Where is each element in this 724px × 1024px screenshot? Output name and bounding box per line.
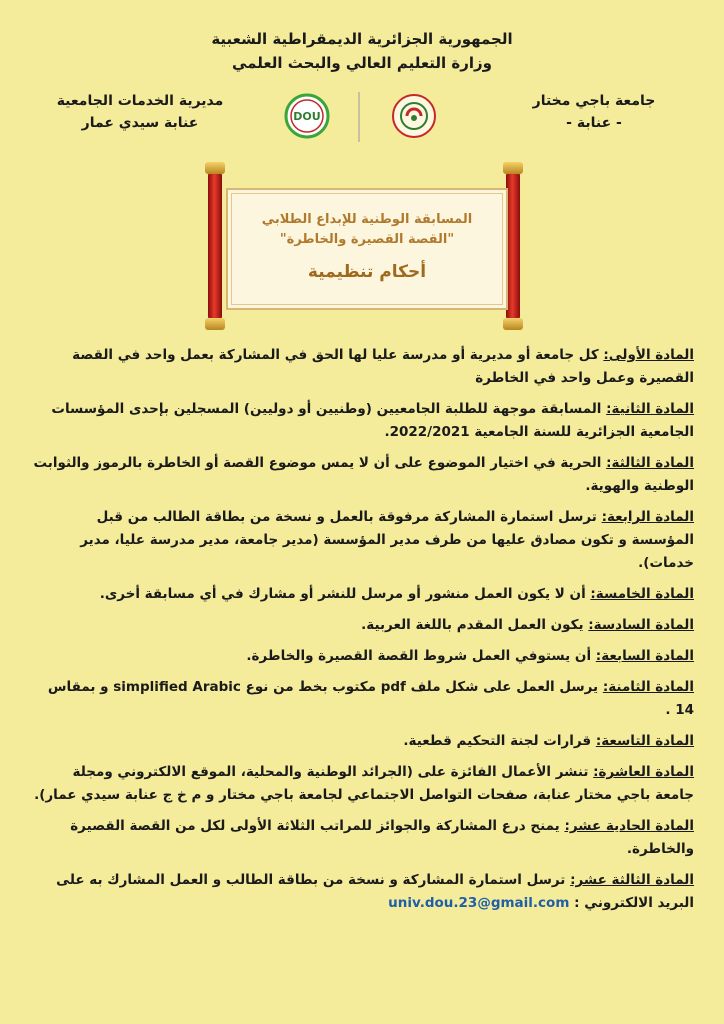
article-item xyxy=(30,506,694,575)
dou-logo-icon xyxy=(278,92,336,140)
article-label: المادة الثالثة عشر: xyxy=(570,872,694,888)
competition-title: المسابقة الوطنية للإبداع الطلابي xyxy=(261,212,473,227)
article-text: المسابقة موجهة للطلبة الجامعيين (وطنيين أو دوليين) المسجلين بإحدى المؤسسات الجامعية الجزائرية للسنة الجامعية 2022/2021. xyxy=(51,401,694,440)
directorate-name: مديرية الخدمات الجامعية xyxy=(56,93,224,109)
article-item xyxy=(30,583,694,606)
article-label: المادة السابعة: xyxy=(595,648,694,664)
article-item xyxy=(30,645,694,668)
article-label: المادة الخامسة: xyxy=(590,586,694,602)
article-item xyxy=(30,730,694,753)
article-label: المادة الحادية عشر: xyxy=(564,818,694,834)
article-item xyxy=(30,676,694,722)
university-block xyxy=(504,90,684,134)
article-item xyxy=(30,452,694,498)
directorate-city: عنابة سيدي عمار xyxy=(81,115,199,131)
republic-title: الجمهورية الجزائرية الديمقراطية الشعبية xyxy=(211,30,513,48)
ministry-title: وزارة التعليم العالي والبحث العلمي xyxy=(231,54,493,72)
scroll-parchment xyxy=(226,188,508,310)
scroll-cap xyxy=(205,162,225,174)
article-text: قرارات لجنة التحكيم قطعية. xyxy=(403,733,596,749)
article-text: الحرية في اختيار الموضوع على أن لا يمس موضوع القصة أو الخاطرة بالرموز والثوابت الوطنية والهوية. xyxy=(33,455,694,494)
article-item xyxy=(30,761,694,807)
article-label: المادة الثالثة: xyxy=(606,455,694,471)
article-text: كل جامعة أو مديرية أو مدرسة عليا لها الحق في المشاركة بعمل واحد في القصة القصيرة وعمل واحد في الخاطرة xyxy=(72,347,694,386)
article-item xyxy=(30,869,694,915)
article-label: المادة الثانية: xyxy=(606,401,694,417)
article-label: المادة العاشرة: xyxy=(593,764,694,780)
article-label: المادة السادسة: xyxy=(588,617,694,633)
directorate-block xyxy=(40,90,240,134)
article-label: المادة الثامنة: xyxy=(602,679,694,695)
article-item xyxy=(30,815,694,861)
article-label: المادة الرابعة: xyxy=(601,509,694,525)
scroll-cap xyxy=(503,162,523,174)
article-label: المادة التاسعة: xyxy=(595,733,694,749)
university-logo-icon xyxy=(385,92,443,140)
article-text: يمنح درع المشاركة والجوائز للمراتب الثلاثة الأولى لكل من القصة القصيرة والخاطرة. xyxy=(70,818,694,857)
article-label: المادة الأولى: xyxy=(603,347,694,363)
regulation-articles xyxy=(30,344,694,923)
university-city: - عنابة - xyxy=(566,115,622,131)
article-text: أن لا يكون العمل منشور أو مرسل للنشر أو مشارك في أي مسابقة أخرى. xyxy=(99,586,591,602)
article-item xyxy=(30,344,694,390)
title-scroll-banner xyxy=(200,160,530,332)
contact-email-link[interactable]: univ.dou.23@gmail.com xyxy=(388,895,570,911)
scroll-cap xyxy=(503,318,523,330)
article-text: يرسل العمل على شكل ملف pdf مكتوب بخط من نوع simplified Arabic و بمقاس 14 . xyxy=(47,679,694,718)
article-item xyxy=(30,614,694,637)
regulations-heading: أحكام تنظيمية xyxy=(307,262,427,282)
scroll-cap xyxy=(205,318,225,330)
logo-divider xyxy=(358,92,360,142)
university-name: جامعة باجي مختار xyxy=(532,93,656,109)
article-text: تنشر الأعمال الفائزة على (الجرائد الوطنية والمحلية، الموقع الالكتروني ومجلة جامعة باجي مختار عنابة، صفحات التواصل الاجتماعي لجامعة باجي مختار و م خ ج عنابة سيدي عمار). xyxy=(34,764,694,803)
article-text: يكون العمل المقدم باللغة العربية. xyxy=(361,617,589,633)
article-item xyxy=(30,398,694,444)
article-text: ترسل استمارة المشاركة و نسخة من بطاقة الطالب و العمل المشارك به على البريد الالكتروني : xyxy=(56,872,694,911)
competition-subtitle: "القصة القصيرة والخاطرة" xyxy=(279,232,455,247)
article-text: ترسل استمارة المشاركة مرفوقة بالعمل و نسخة من بطاقة الطالب من قبل المؤسسة و تكون مصادق عليها من طرف مدير المؤسسة (مدير جامعة، مدير مدرسة عليا، مدير خدمات). xyxy=(80,509,694,571)
article-text: أن يستوفي العمل شروط القصة القصيرة والخاطرة. xyxy=(246,648,596,664)
scroll-rod-right xyxy=(506,170,520,322)
dou-logo-text: DOU xyxy=(293,110,321,123)
scroll-rod-left xyxy=(208,170,222,322)
